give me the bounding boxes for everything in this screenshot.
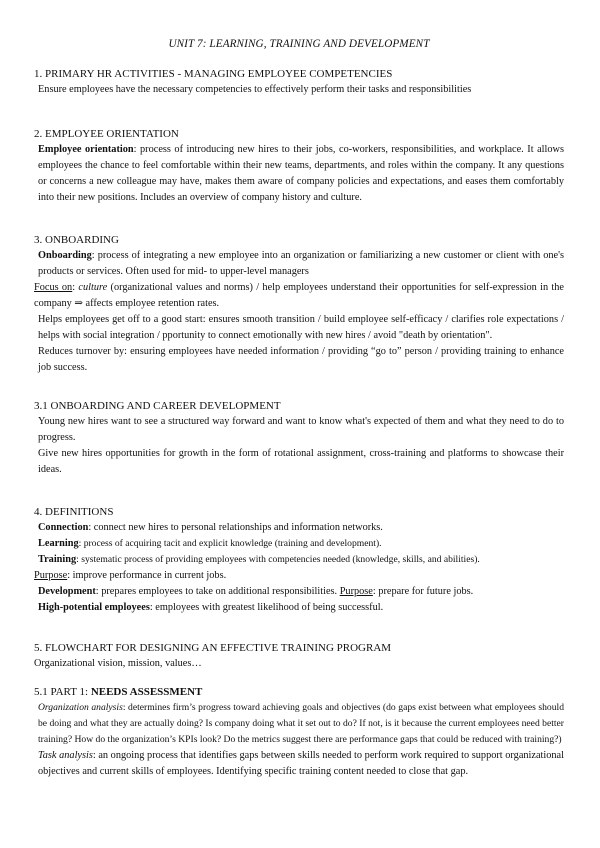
section-heading: 3.1 ONBOARDING AND CAREER DEVELOPMENT bbox=[34, 400, 281, 412]
helps-paragraph: Helps employees get off to a good start: ensures smooth transition / build employee self-efficacy / clarifies role expectations / helps with social integration / pportunity to connect emotionally with new hires / avoid "death by orientation". bbox=[38, 314, 564, 341]
focus-paragraph bbox=[34, 280, 564, 312]
definition-connection bbox=[34, 520, 564, 536]
section-needs-assessment bbox=[34, 685, 564, 780]
definition-training bbox=[34, 552, 564, 568]
training-purpose-text: : improve performance in current jobs. bbox=[67, 570, 227, 581]
section-heading: 4. DEFINITIONS bbox=[34, 506, 114, 518]
term-development: Development bbox=[38, 586, 96, 597]
section-heading bbox=[34, 685, 564, 700]
learning-text: : process of acquiring tacit and explicit knowledge (training and development). bbox=[78, 538, 382, 549]
heading-prefix: 5.1 PART 1: bbox=[34, 686, 91, 698]
section-flowchart bbox=[34, 641, 564, 672]
orientation-paragraph bbox=[34, 142, 564, 206]
term-learning: Learning bbox=[38, 538, 79, 549]
section-heading: 3. ONBOARDING bbox=[34, 234, 119, 246]
term-onboarding: Onboarding bbox=[38, 250, 92, 261]
organization-analysis-text: : determines firm’s progress toward achieving goals and objectives (do gaps exist between what employees should be doing and what they are actually doing? Is company doing what it set out to do? If not, is it because the current employees need better training? How do the organization’s KPIs look? Do the metrics suggest there are performance gaps that could be reduced with training?) bbox=[38, 702, 564, 745]
section-onboarding-career-development bbox=[34, 399, 564, 478]
section-heading: 5. FLOWCHART FOR DESIGNING AN EFFECTIVE TRAINING PROGRAM bbox=[34, 642, 392, 654]
heading-needs-assessment: NEEDS ASSESSMENT bbox=[90, 686, 203, 698]
training-text: : systematic process of providing employees with competencies needed (knowledge, skills, and abilities). bbox=[76, 554, 480, 565]
career-paragraph-2: Give new hires opportunities for growth in the form of rotational assignment, cross-training and platforms to showcase their ideas. bbox=[38, 448, 564, 475]
purpose-label: Purpose bbox=[339, 586, 373, 597]
organization-analysis-paragraph bbox=[34, 700, 564, 748]
definition-development bbox=[34, 584, 564, 600]
section-onboarding bbox=[34, 233, 564, 376]
section-definitions bbox=[34, 505, 564, 616]
term-employee-orientation: Employee orientation bbox=[38, 144, 134, 155]
development-text: : prepares employees to take on additional responsibilities. bbox=[95, 586, 338, 597]
onboarding-definition: : process of integrating a new employee into an organization or familiarizing a new customer or client with one's products or services. Often used for mid- to upper-level managers bbox=[38, 250, 564, 277]
focus-term: culture bbox=[78, 282, 108, 293]
term-task-analysis: Task analysis bbox=[38, 750, 93, 761]
section-employee-orientation bbox=[34, 127, 564, 206]
section-heading: 2. EMPLOYEE ORIENTATION bbox=[34, 128, 179, 140]
development-purpose-text: : prepare for future jobs. bbox=[372, 586, 474, 597]
task-analysis-text: : an ongoing process that identifies gaps between skills needed to perform work required to support organizational objectives and current skills of employees. Identifying specific training content needed to close that gap. bbox=[38, 750, 564, 777]
section-heading: 1. PRIMARY HR ACTIVITIES - MANAGING EMPLOYEE COMPETENCIES bbox=[34, 68, 393, 80]
connection-text: : connect new hires to personal relationships and information networks. bbox=[88, 522, 383, 533]
reduces-paragraph: Reduces turnover by: ensuring employees have needed information / providing “go to” person / providing training to enhance job success. bbox=[38, 346, 564, 373]
definition-high-potential bbox=[34, 600, 564, 616]
definition-learning bbox=[34, 536, 564, 552]
section-primary-hr-activities bbox=[34, 67, 564, 98]
onboarding-definition-paragraph bbox=[34, 248, 564, 280]
term-high-potential-employees: High-potential employees bbox=[38, 602, 150, 613]
task-analysis-paragraph bbox=[34, 748, 564, 780]
purpose-label: Purpose bbox=[34, 570, 68, 581]
career-paragraph-1: Young new hires want to see a structured way forward and want to know what's expected of them and what they need to do to progress. bbox=[38, 416, 564, 443]
focus-text: (organizational values and norms) / help employees understand their opportunities for self-expression in the company ⇒ affects employee retention rates. bbox=[34, 282, 565, 309]
term-training: Training bbox=[38, 554, 77, 565]
section-text: Ensure employees have the necessary competencies to effectively perform their tasks and responsibilities bbox=[38, 84, 472, 95]
term-organization-analysis: Organization analysis bbox=[38, 702, 123, 713]
training-purpose bbox=[34, 568, 564, 584]
unit-title: UNIT 7: LEARNING, TRAINING AND DEVELOPMENT bbox=[168, 38, 430, 50]
high-potential-text: : employees with greatest likelihood of being successful. bbox=[149, 602, 384, 613]
focus-colon: : bbox=[72, 282, 79, 293]
focus-label: Focus on bbox=[34, 282, 73, 293]
orientation-definition: : process of introducing new hires to their jobs, co-workers, responsibilities, and workplace. It allows employees the chance to feel comfortable within their new teams, departments, and roles within the company. It any questions or concerns a new colleague may have, makes them aware of company policies and expectations, and eases them comfortably into their new positions. Includes an overview of company history and culture. bbox=[38, 144, 564, 203]
term-connection: Connection bbox=[38, 522, 89, 533]
flowchart-text: Organizational vision, mission, values… bbox=[34, 658, 202, 669]
